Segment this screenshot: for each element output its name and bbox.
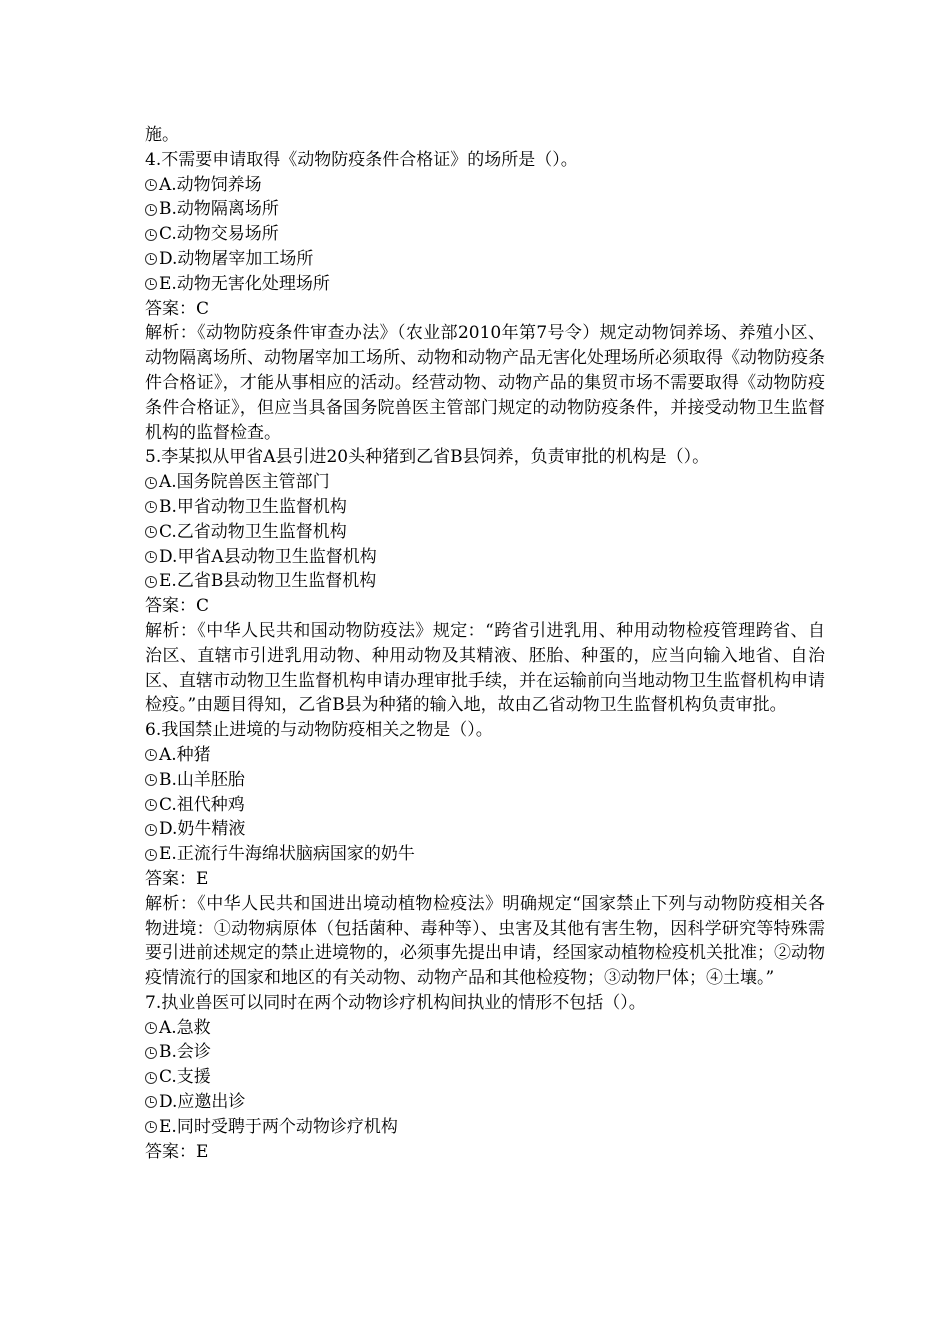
option-b[interactable]: [145, 197, 825, 222]
analysis-text: 解析：《中华人民共和国进出境动植物检疫法》明确规定“国家禁止下列与动物防疫相关各物进境：①动物病原体（包括菌种、毒种等）、虫害及其他有害生物，因科学研究等特殊需要引进前述规定的禁止进境物的，必须事先提出申请，经国家动植物检疫机关批准；②动物疫情流行的国家和地区的有关动物、动物产品和其他检疫物；③动物尸体；④土壤。”: [145, 893, 825, 989]
radio-icon[interactable]: [145, 1072, 157, 1084]
option-e[interactable]: [145, 1115, 825, 1140]
option-b[interactable]: [145, 768, 825, 793]
question-stem: 6.我国禁止进境的与动物防疫相关之物是（）。: [145, 720, 493, 741]
option-a[interactable]: [145, 173, 825, 198]
option-c[interactable]: [145, 793, 825, 818]
radio-icon[interactable]: [145, 849, 157, 861]
option-label: C.支援: [159, 1067, 211, 1088]
answer-text: 答案：E: [145, 868, 209, 889]
option-label: E.动物无害化处理场所: [159, 273, 330, 294]
radio-icon[interactable]: [145, 1121, 157, 1133]
option-a[interactable]: [145, 470, 825, 495]
question-stem: 4.不需要申请取得《动物防疫条件合格证》的场所是（）。: [145, 149, 578, 170]
question-stem: 5.李某拟从甲省A县引进20头种猪到乙省B县饲养，负责审批的机构是（）。: [145, 447, 710, 468]
option-d[interactable]: [145, 247, 825, 272]
option-label: A.动物饲养场: [159, 174, 262, 195]
option-label: D.奶牛精液: [159, 819, 246, 840]
radio-icon[interactable]: [145, 477, 157, 489]
answer-text: 答案：C: [145, 298, 210, 319]
answer-text: 答案：E: [145, 1141, 209, 1162]
radio-icon[interactable]: [145, 179, 157, 191]
continuation-text: 施。: [145, 125, 179, 145]
option-a[interactable]: [145, 1016, 825, 1041]
option-label: E.同时受聘于两个动物诊疗机构: [159, 1116, 398, 1137]
option-label: C.动物交易场所: [159, 224, 279, 245]
option-a[interactable]: [145, 743, 825, 768]
option-d[interactable]: [145, 1090, 825, 1115]
option-e[interactable]: [145, 569, 825, 594]
option-label: C.祖代种鸡: [159, 794, 245, 815]
radio-icon[interactable]: [145, 774, 157, 786]
option-c[interactable]: [145, 222, 825, 247]
answer-text: 答案：C: [145, 596, 210, 617]
option-label: D.动物屠宰加工场所: [159, 248, 314, 269]
radio-icon[interactable]: [145, 749, 157, 761]
question-block: [145, 991, 825, 1165]
radio-icon[interactable]: [145, 204, 157, 216]
option-b[interactable]: [145, 495, 825, 520]
option-c[interactable]: [145, 1065, 825, 1090]
option-d[interactable]: [145, 817, 825, 842]
option-label: A.国务院兽医主管部门: [159, 472, 330, 493]
radio-icon[interactable]: [145, 526, 157, 538]
option-c[interactable]: [145, 520, 825, 545]
question-block: [145, 445, 825, 718]
radio-icon[interactable]: [145, 1022, 157, 1034]
question-block: [145, 148, 825, 446]
option-label: B.会诊: [159, 1042, 211, 1063]
option-label: D.应邀出诊: [159, 1092, 246, 1113]
option-e[interactable]: [145, 842, 825, 867]
radio-icon[interactable]: [145, 824, 157, 836]
option-label: D.甲省A县动物卫生监督机构: [159, 546, 377, 567]
radio-icon[interactable]: [145, 253, 157, 265]
option-e[interactable]: [145, 272, 825, 297]
radio-icon[interactable]: [145, 501, 157, 513]
radio-icon[interactable]: [145, 229, 157, 241]
question-block: [145, 718, 825, 991]
option-label: A.急救: [159, 1017, 211, 1038]
radio-icon[interactable]: [145, 1047, 157, 1059]
option-label: B.甲省动物卫生监督机构: [159, 496, 347, 517]
document-body: [145, 123, 825, 1164]
radio-icon[interactable]: [145, 278, 157, 290]
option-label: C.乙省动物卫生监督机构: [159, 521, 347, 542]
option-label: B.动物隔离场所: [159, 199, 279, 220]
option-label: E.正流行牛海绵状脑病国家的奶牛: [159, 844, 415, 865]
analysis-text: 解析：《动物防疫条件审查办法》（农业部2010年第7号令）规定动物饲养场、养殖小区、动物隔离场所、动物屠宰加工场所、动物和动物产品无害化处理场所必须取得《动物防疫条件合格证》，才能从事相应的活动。经营动物、动物产品的集贸市场不需要取得《动物防疫条件合格证》，但应当具备国务院兽医主管部门规定的动物防疫条件，并接受动物卫生监督机构的监督检查。: [145, 323, 825, 443]
radio-icon[interactable]: [145, 799, 157, 811]
question-stem: 7.执业兽医可以同时在两个动物诊疗机构间执业的情形不包括（）。: [145, 992, 646, 1013]
radio-icon[interactable]: [145, 1096, 157, 1108]
option-label: E.乙省B县动物卫生监督机构: [159, 571, 377, 592]
option-d[interactable]: [145, 545, 825, 570]
option-label: A.种猪: [159, 744, 211, 765]
option-label: B.山羊胚胎: [159, 769, 245, 790]
radio-icon[interactable]: [145, 576, 157, 588]
analysis-text: 解析：《中华人民共和国动物防疫法》规定：“跨省引进乳用、种用动物检疫管理跨省、自治区、直辖市引进乳用动物、种用动物及其精液、胚胎、种蛋的，应当向输入地省、自治区、直辖市动物卫生监督机构申请办理审批手续，并在运输前向当地动物卫生监督机构申请检疫。”由题目得知，乙省B县为种猪的输入地，故由乙省动物卫生监督机构负责审批。: [145, 620, 825, 716]
radio-icon[interactable]: [145, 551, 157, 563]
option-b[interactable]: [145, 1040, 825, 1065]
